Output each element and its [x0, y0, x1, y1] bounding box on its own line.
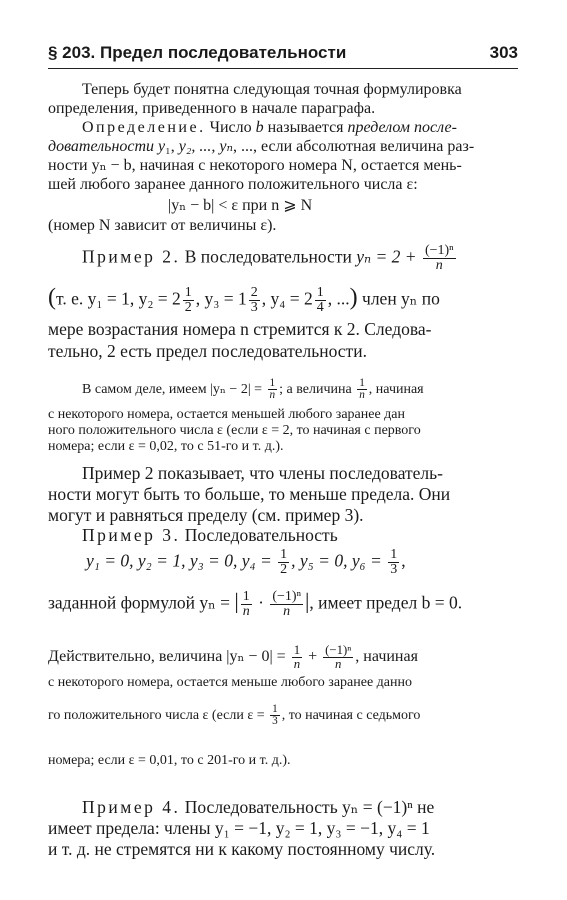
example3-proof-line-3: го положительного числа ε (если ε = $\frac{1}{3}$ , то начиная с седьмого: [48, 703, 421, 728]
example3-proof-line-1: Действительно, величина |yₙ − 0| = $\frac{1}{n}$ + $\frac{\text{(−1)ⁿ}}{n}$ , начиная: [48, 643, 418, 671]
example2-line-4: тельно, 2 есть предел последовательности.: [48, 341, 367, 361]
example2-proof-line-2: с некоторого номера, остается меньшей любого заранее дан: [48, 407, 405, 422]
example2-proof-line-3: ного положительного числа ε (если ε = 2, то начиная с первого: [48, 423, 421, 438]
example4-line-2: имеет предела: члены y₁ = −1, y₂ = 1, y₃ = −1, y₄ = 1: [48, 818, 430, 838]
example4-line-3: и т. д. не стремятся ни к какому постоянному числу.: [48, 839, 436, 859]
example2-line-3: мере возрастания номера n стремится к 2. Следова-: [48, 319, 432, 339]
example3-given-formula: заданной формулой yₙ = | $\frac{1}{n}$ · $\frac{\text{(−1)ⁿ}}{n}$ |, имеет предел b = 0.: [48, 588, 463, 619]
definition-line-1: Определение. Число b называется пределом после-: [82, 119, 457, 136]
section-title: § 203. Предел последовательности: [48, 43, 347, 62]
definition-label: Определение.: [82, 119, 206, 136]
running-header: [48, 40, 518, 66]
header-rule: [48, 68, 518, 69]
example2-comment-1: Пример 2 показывает, что члены последователь-: [82, 463, 443, 483]
page-number: 303: [489, 43, 518, 62]
example3-proof-line-4: номера; если ε = 0,01, то с 201-го и т. д.).: [48, 753, 291, 768]
definition-line-4: шей любого заранее данного положительного числа ε:: [48, 176, 418, 193]
intro-line-2: определения, приведенного в начале параграфа.: [48, 100, 376, 117]
definition-note: (номер N зависит от величины ε).: [48, 217, 277, 234]
example2-formula-fraction: $\frac{\text{(−1)ⁿ}}{n}$: [424, 243, 454, 273]
example3-sequence: y₁ = 0, y₂ = 1, y₃ = 0, y₄ = $\frac{1}{2}$ , y₅ = 0, y₆ = $\frac{1}{3}$ ,: [86, 547, 406, 577]
example3-proof-line-2: с некоторого номера, остается меньше любого заранее данно: [48, 675, 412, 690]
definition-line-3: ности yₙ − b, начиная с некоторого номера N, остается мень-: [48, 157, 462, 174]
intro-line-1: Теперь будет понятна следующая точная формулировка: [82, 81, 462, 98]
example4-heading: Пример 4. Последовательность yₙ = (−1)ⁿ не: [82, 797, 435, 817]
example2-comment-2: ности могут быть то больше, то меньше предела. Они: [48, 484, 451, 504]
example2-line-2: (т. е. y₁ = 1, y₂ = 2 $\frac{1}{2}$ , y₃ = 1 $\frac{2}{3}$ , y₄ = 2 $\frac{1}{4}$ , ...) член yₙ по: [48, 284, 440, 315]
example2-heading: Пример 2. В последовательности yₙ = 2 + $\frac{\text{(−1)ⁿ}}{n}$: [82, 243, 454, 273]
example2-label: Пример 2.: [82, 246, 181, 267]
definition-formula: |yₙ − b| < ε при n ⩾ N: [168, 197, 313, 214]
definition-line-2: довательности y₁, y₂, ..., yₙ, ..., если абсолютная величина раз-: [48, 138, 475, 155]
example2-comment-3: могут и равняться пределу (см. пример 3).: [48, 505, 364, 525]
example2-proof-line-1: В самом деле, имеем |yₙ − 2| = $\frac{1}{n}$ ; а величина $\frac{1}{n}$ , начиная: [82, 377, 424, 402]
example2-proof-line-4: номера; если ε = 0,02, то с 51-го и т. д.).: [48, 439, 284, 454]
example3-label: Пример 3.: [82, 525, 181, 545]
term-limit: пределом после-: [347, 119, 457, 136]
example4-label: Пример 4.: [82, 797, 181, 817]
example3-heading: Пример 3. Последовательность: [82, 525, 338, 545]
